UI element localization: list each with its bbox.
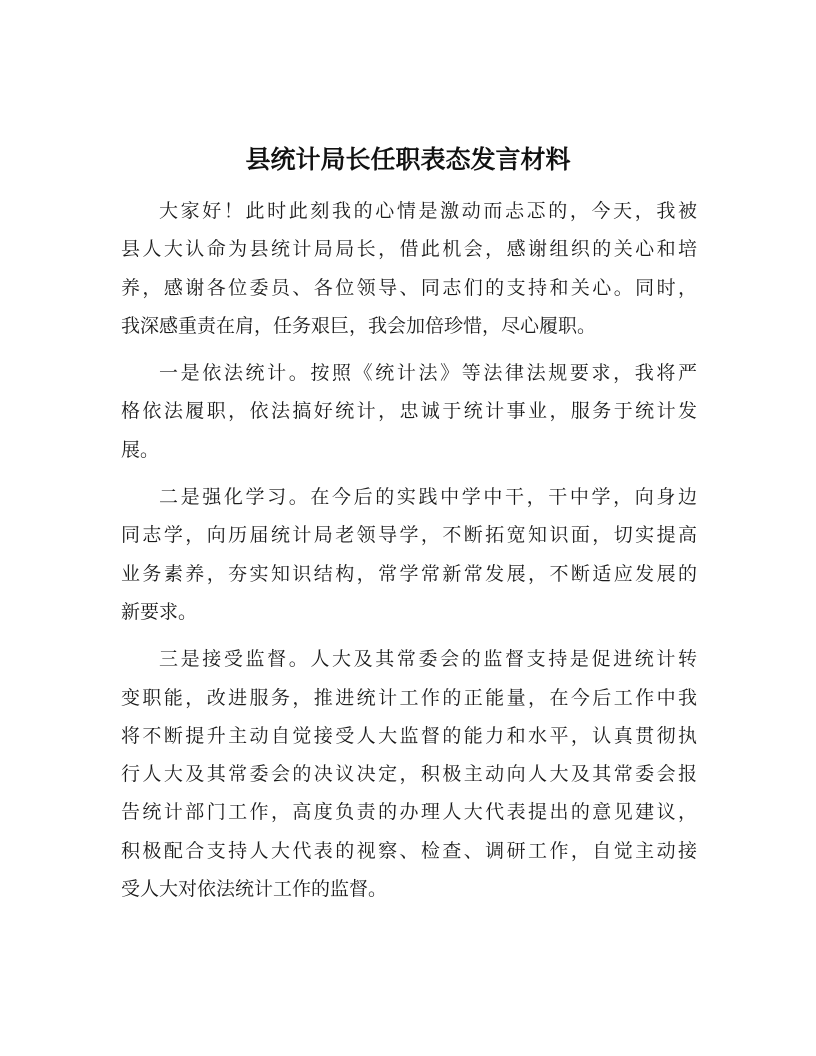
text-line: 三是接受监督。人大及其常委会的监督支持是促进统计转 — [159, 648, 697, 671]
text-line: 积极配合支持人大代表的视察、检查、调研工作，自觉主动接 — [121, 839, 697, 862]
paragraph-greeting — [121, 192, 697, 345]
text-line: 行人大及其常委会的决议决定，积极主动向人大及其常委会报 — [121, 763, 697, 786]
paragraph-point-three — [121, 640, 697, 908]
paragraph-point-two — [121, 478, 697, 631]
document-title: 县统计局长任职表态发言材料 — [245, 145, 571, 174]
text-line: 业务素养，夯实知识结构，常学常新常发展，不断适应发展的 — [121, 562, 697, 585]
text-line: 告统计部门工作，高度负责的办理人大代表提出的意见建议， — [121, 801, 697, 824]
text-line: 变职能，改进服务，推进统计工作的正能量，在今后工作中我 — [121, 686, 697, 709]
document-body — [121, 192, 697, 917]
text-line: 展。 — [121, 438, 160, 461]
text-line: 县人大认命为县统计局局长，借此机会，感谢组织的关心和培 — [121, 238, 697, 261]
text-line: 同志学，向历届统计局老领导学，不断拓宽知识面，切实提高 — [121, 524, 697, 547]
text-line: 将不断提升主动自觉接受人大监督的能力和水平，认真贯彻执 — [121, 724, 697, 747]
text-line: 养，感谢各位委员、各位领导、同志们的支持和关心。同时， — [121, 276, 697, 299]
text-line: 新要求。 — [121, 600, 198, 623]
text-line: 大家好！此时此刻我的心情是激动而忐忑的，今天，我被 — [159, 200, 697, 222]
text-line: 一是依法统计。按照《统计法》等法律法规要求，我将严 — [159, 362, 697, 385]
text-line: 受人大对依法统计工作的监督。 — [121, 878, 388, 901]
text-line: 我深感重责在肩，任务艰巨，我会加倍珍惜，尽心履职。 — [121, 314, 597, 337]
paragraph-point-one — [121, 354, 697, 469]
text-line: 二是强化学习。在今后的实践中学中干，干中学，向身边 — [159, 486, 697, 509]
text-line: 格依法履职，依法搞好统计，忠诚于统计事业，服务于统计发 — [121, 400, 697, 423]
